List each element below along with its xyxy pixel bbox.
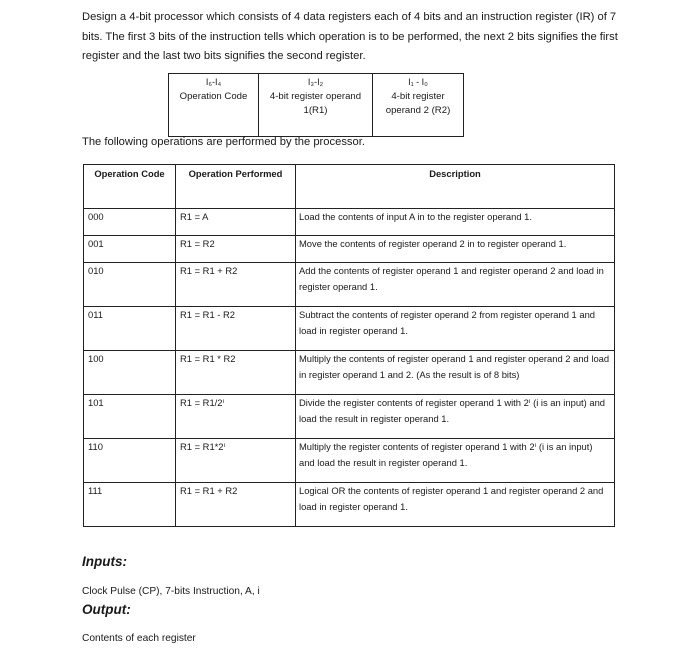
table-row: [84, 236, 615, 263]
output-heading: Output:: [82, 602, 131, 617]
op-description: Add the contents of register operand 1 and register operand 2 and load in register operand 1.: [296, 263, 615, 307]
ir-opcode-label: Operation Code: [179, 91, 248, 102]
instruction-format-table: [168, 73, 464, 137]
op-performed: R1 = R1 - R2: [176, 307, 296, 351]
op-performed: R1 = R1 * R2: [176, 351, 296, 395]
ir-r2-cell: [373, 74, 464, 137]
op-performed: R1 = R1 + R2: [176, 263, 296, 307]
ir-opcode-bits: I₆-I₄: [205, 77, 222, 87]
table-header-row: [84, 165, 615, 209]
op-description: Divide the register contents of register operand 1 with 2ⁱ (i is an input) and load the result in register operand 1.: [296, 395, 615, 439]
op-code: 011: [84, 307, 176, 351]
op-code: 101: [84, 395, 176, 439]
ir-r1-label: 4-bit register operand 1(R1): [269, 91, 362, 116]
intro-paragraph: Design a 4-bit processor which consists of 4 data registers each of 4 bits and an instruction register (IR) of 7 bits. The first 3 bits of the instruction tells which operation is to be performed, the next 2 bits signifies the first register and the last two bits signifies the second register.: [82, 11, 618, 63]
inputs-heading: Inputs:: [82, 554, 127, 569]
inputs-text: Clock Pulse (CP), 7-bits Instruction, A, i: [82, 586, 260, 597]
op-code: 110: [84, 439, 176, 483]
ir-r2-label: 4-bit register operand 2 (R2): [385, 91, 451, 116]
ops-intro-text: The following operations are performed by the processor.: [82, 136, 365, 148]
op-performed: R1 = R1*2ⁱ: [176, 439, 296, 483]
op-code: 010: [84, 263, 176, 307]
op-performed: R1 = R2: [176, 236, 296, 263]
ir-r1-bits: I₃-I₂: [307, 77, 324, 87]
ir-r2-bits: I₁ - I₀: [408, 77, 428, 87]
header-description: Description: [296, 165, 615, 209]
op-code: 111: [84, 483, 176, 527]
op-description: Multiply the register contents of register operand 1 with 2ⁱ (i is an input) and load the result in register operand 1.: [296, 439, 615, 483]
table-row: [84, 439, 615, 483]
table-row: [84, 395, 615, 439]
op-description: Subtract the contents of register operand 2 from register operand 1 and load in register operand 1.: [296, 307, 615, 351]
op-description: Multiply the contents of register operand 1 and register operand 2 and load in register operand 1 and 2. (As the result is of 8 bits): [296, 351, 615, 395]
output-text: Contents of each register: [82, 633, 196, 644]
header-performed: Operation Performed: [176, 165, 296, 209]
ir-opcode-cell: [169, 74, 259, 137]
op-code: 000: [84, 209, 176, 236]
op-description: Move the contents of register operand 2 in to register operand 1.: [296, 236, 615, 263]
op-performed: R1 = R1 + R2: [176, 483, 296, 527]
table-row: [84, 483, 615, 527]
header-code: Operation Code: [84, 165, 176, 209]
table-row: [84, 307, 615, 351]
op-performed: R1 = R1/2ⁱ: [176, 395, 296, 439]
op-description: Logical OR the contents of register operand 1 and register operand 2 and load in register operand 1.: [296, 483, 615, 527]
op-performed: R1 = A: [176, 209, 296, 236]
operations-table: [83, 164, 615, 527]
op-code: 100: [84, 351, 176, 395]
table-row: [84, 209, 615, 236]
table-row: [84, 263, 615, 307]
op-code: 001: [84, 236, 176, 263]
ir-r1-cell: [259, 74, 373, 137]
op-description: Load the contents of input A in to the register operand 1.: [296, 209, 615, 236]
table-row: [84, 351, 615, 395]
